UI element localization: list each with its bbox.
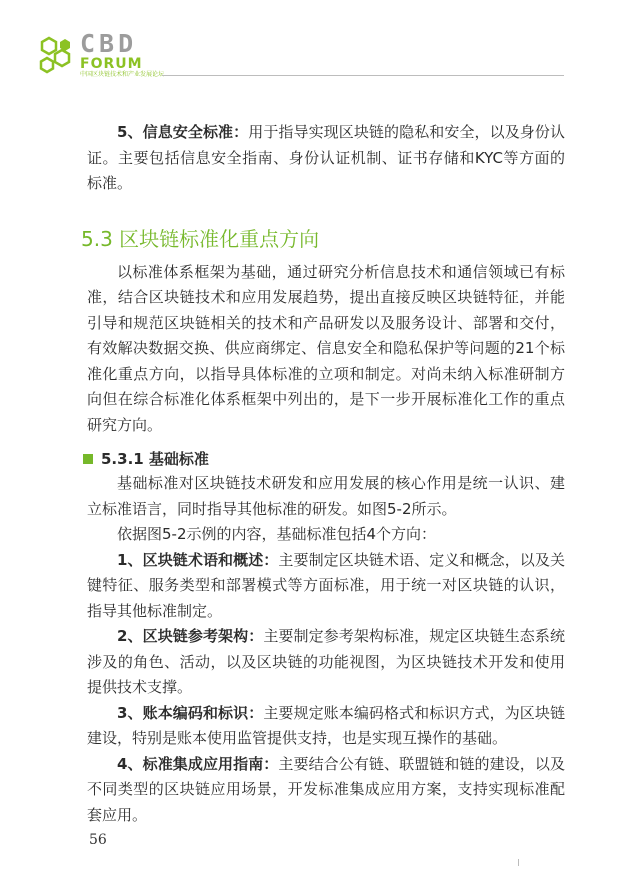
list-item-title: 1、区块链术语和概述： <box>117 550 279 569</box>
subsection-title: 5.3.1 基础标准 <box>101 450 209 468</box>
intro-bold: 5、信息安全标准： <box>117 123 249 141</box>
intro-paragraph <box>87 120 565 197</box>
list-item-text: 主要制定区块链术语、定义和概念，以及关键特征、服务类型和部署模式等方面标准，用于统一对区块链的认识，指导其他标准制定。 <box>87 550 565 620</box>
intro-text: 用于指导实现区块链的隐私和安全，以及身份认证。主要包括信息安全指南、身份认证机制、证书存储和KYC等方面的标准。 <box>87 123 565 192</box>
logo-cbd-text: CBD <box>80 29 138 58</box>
list-item-title: 2、区块链参考架构： <box>117 627 264 645</box>
section-title: 5.3 区块链标准化重点方向 <box>81 226 320 251</box>
page-header <box>0 0 640 80</box>
list-item <box>87 548 565 625</box>
page-number: 56 <box>89 832 107 848</box>
list-item-title: 3、账本编码和标识： <box>117 703 264 722</box>
list-item <box>87 624 565 701</box>
list-item-title: 4、标准集成应用指南： <box>117 754 279 773</box>
list-item <box>87 752 565 829</box>
header-divider <box>162 75 564 76</box>
subsection-paragraph-1: 基础标准对区块链技术研发和应用发展的核心作用是统一认识、建立标准语言，同时指导其他标准的研发。如图5-2所示。 <box>87 474 565 518</box>
edge-mark <box>518 859 519 866</box>
subsection-heading <box>83 447 565 471</box>
list-item-text: 主要结合公有链、联盟链和链的建设，以及不同类型的区块链应用场景，开发标准集成应用方案，支持实现标准配套应用。 <box>87 754 565 824</box>
list-item-text: 主要规定账本编码格式和标识方式，为区块链建设，特别是账本使用监管提供支持，也是实现互操作的基础。 <box>87 703 565 747</box>
list-item <box>87 701 565 752</box>
logo-tagline: 中国区块链技术和产业发展论坛 <box>80 71 165 78</box>
subsection-paragraph-2: 依据图5-2示例的内容，基础标准包括4个方向： <box>117 525 437 543</box>
green-square-icon <box>83 454 93 464</box>
hexagon-logo-icon <box>36 36 80 76</box>
logo-forum-text: FORUM <box>80 56 143 72</box>
section-paragraph: 以标准体系框架为基础，通过研究分析信息技术和通信领域已有标准，结合区块链技术和应用发展趋势，提出直接反映区块链特征，并能引导和规范区块链相关的技术和产品研发以及服务设计、部署和交付，有效解决数据交换、供应商绑定、信息安全和隐私保护等问题的21个标准化重点方向，以指导具体标准的立项和制定。对尚未纳入标准研制方向但在综合标准化体系框架中列出的，是下一步开展标准化工作的重点研究方向。 <box>87 262 565 434</box>
page-content <box>81 120 565 828</box>
list-item-text: 主要制定参考架构标准，规定区块链生态系统涉及的角色、活动，以及区块链的功能视图，为区块链技术开发和使用提供技术支撑。 <box>87 627 565 696</box>
